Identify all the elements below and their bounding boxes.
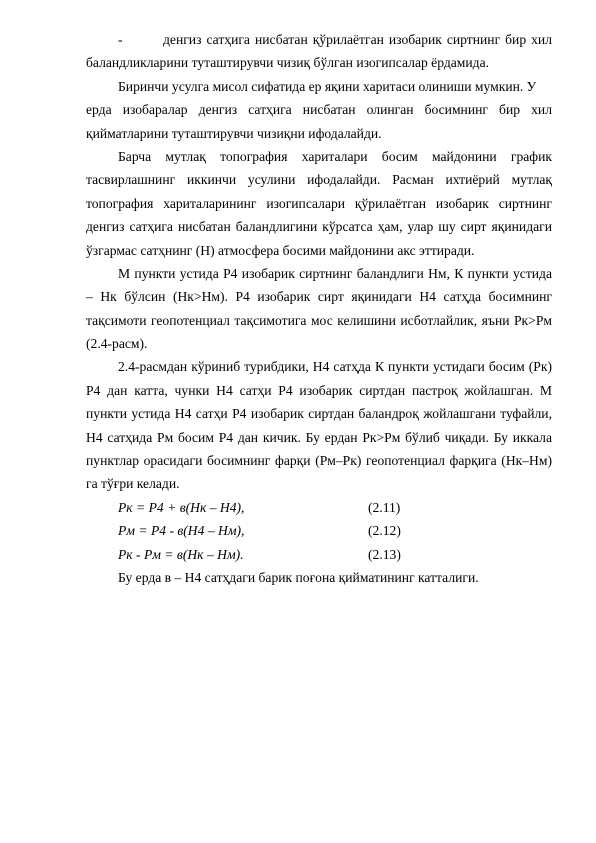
equation-formula: Рк - Рм = в(Нк – Нм). [118, 546, 244, 562]
equation-2-12 [86, 519, 552, 542]
text-line: тасвирлашнинг иккинчи усулини ифодалайди. Расман ихтиёрий мутлақ [86, 172, 552, 188]
equation-2-13 [86, 543, 552, 566]
equation-2-11 [86, 496, 552, 519]
text-line: га тўғри келади. [86, 476, 180, 492]
equation-formula: Рм = Р4 - в(Н4 – Нм), [118, 523, 245, 539]
bullet-text: денгиз сатҳига нисбатан қўрилаётган изобарик сиртнинг бир хил [163, 32, 552, 47]
closing-line: Бу ерда в – Н4 сатҳдаги барик поғона қийматининг катталиги. [118, 569, 479, 585]
text-line: (2.4-расм). [86, 336, 148, 352]
text-line: – Нк бўлсин (Нк>Нм). Р4 изобарик сирт яқинидаги Н4 сатҳда босимнинг [86, 289, 552, 305]
text-line: ўзгармас сатҳнинг (Н) атмосфера босими майдонини акс эттиради. [86, 242, 475, 258]
equation-number: (2.12) [368, 523, 401, 539]
text-line: топография хариталарининг изогипсалари қўрилаётган изобарик сиртнинг [86, 195, 552, 211]
text-line: пунктлар орасидаги босимнинг фарқи (Рм–Рк) геопотенциал фарқига (Нк–Нм) [86, 453, 552, 469]
text-line: баландликларини туташтирувчи чизиқ бўлган изогипсалар ёрдамида. [86, 55, 490, 71]
text-line: ерда изобаралар денгиз сатҳига нисбатан олинган босимнинг бир хил [86, 102, 552, 118]
paragraph-first-line: 2.4-расмдан кўриниб турибдики, Н4 сатҳда К пункти устидаги босим (Рк) [118, 359, 552, 375]
paragraph-first-line: М пункти устида Р4 изобарик сиртнинг баландлиги Нм, К пункти устида [118, 265, 552, 281]
text-line: Н4 сатҳида Рм босим Р4 дан кичик. Бу ердан Рк>Рм бўлиб чиқади. Бу иккала [86, 429, 552, 445]
equation-formula: Рк = Р4 + в(Нк – Н4), [118, 499, 245, 515]
document-page [86, 28, 552, 589]
paragraph-first-line: Барча мутлақ топография хариталари босим майдонини график [118, 148, 552, 164]
paragraph-first-line: Биринчи усулга мисол сифатида ер яқини харитаси олиниши мумкин. У [118, 78, 537, 94]
text-line: тақсимоти геопотенциал тақсимотига мос келишини исботлайлик, яъни Рк>Рм [86, 312, 552, 328]
text-line: Р4 дан катта, чунки Н4 сатҳи Р4 изобарик сиртдан пастроқ жойлашган. М [86, 382, 552, 398]
bullet-mark: - [118, 32, 123, 47]
text-line: қийматларини туташтирувчи чизиқни ифодалайди. [86, 125, 382, 141]
equation-number: (2.13) [368, 546, 401, 562]
bullet-line [86, 28, 552, 51]
equation-number: (2.11) [368, 499, 401, 515]
text-line: пункти устида Н4 сатҳи Р4 изобарик сиртдан баландроқ жойлашгани туфайли, [86, 406, 552, 422]
text-line: денгиз сатҳига нисбатан баландлигини кўрсатса ҳам, улар шу сирт яқинидаги [86, 219, 552, 235]
